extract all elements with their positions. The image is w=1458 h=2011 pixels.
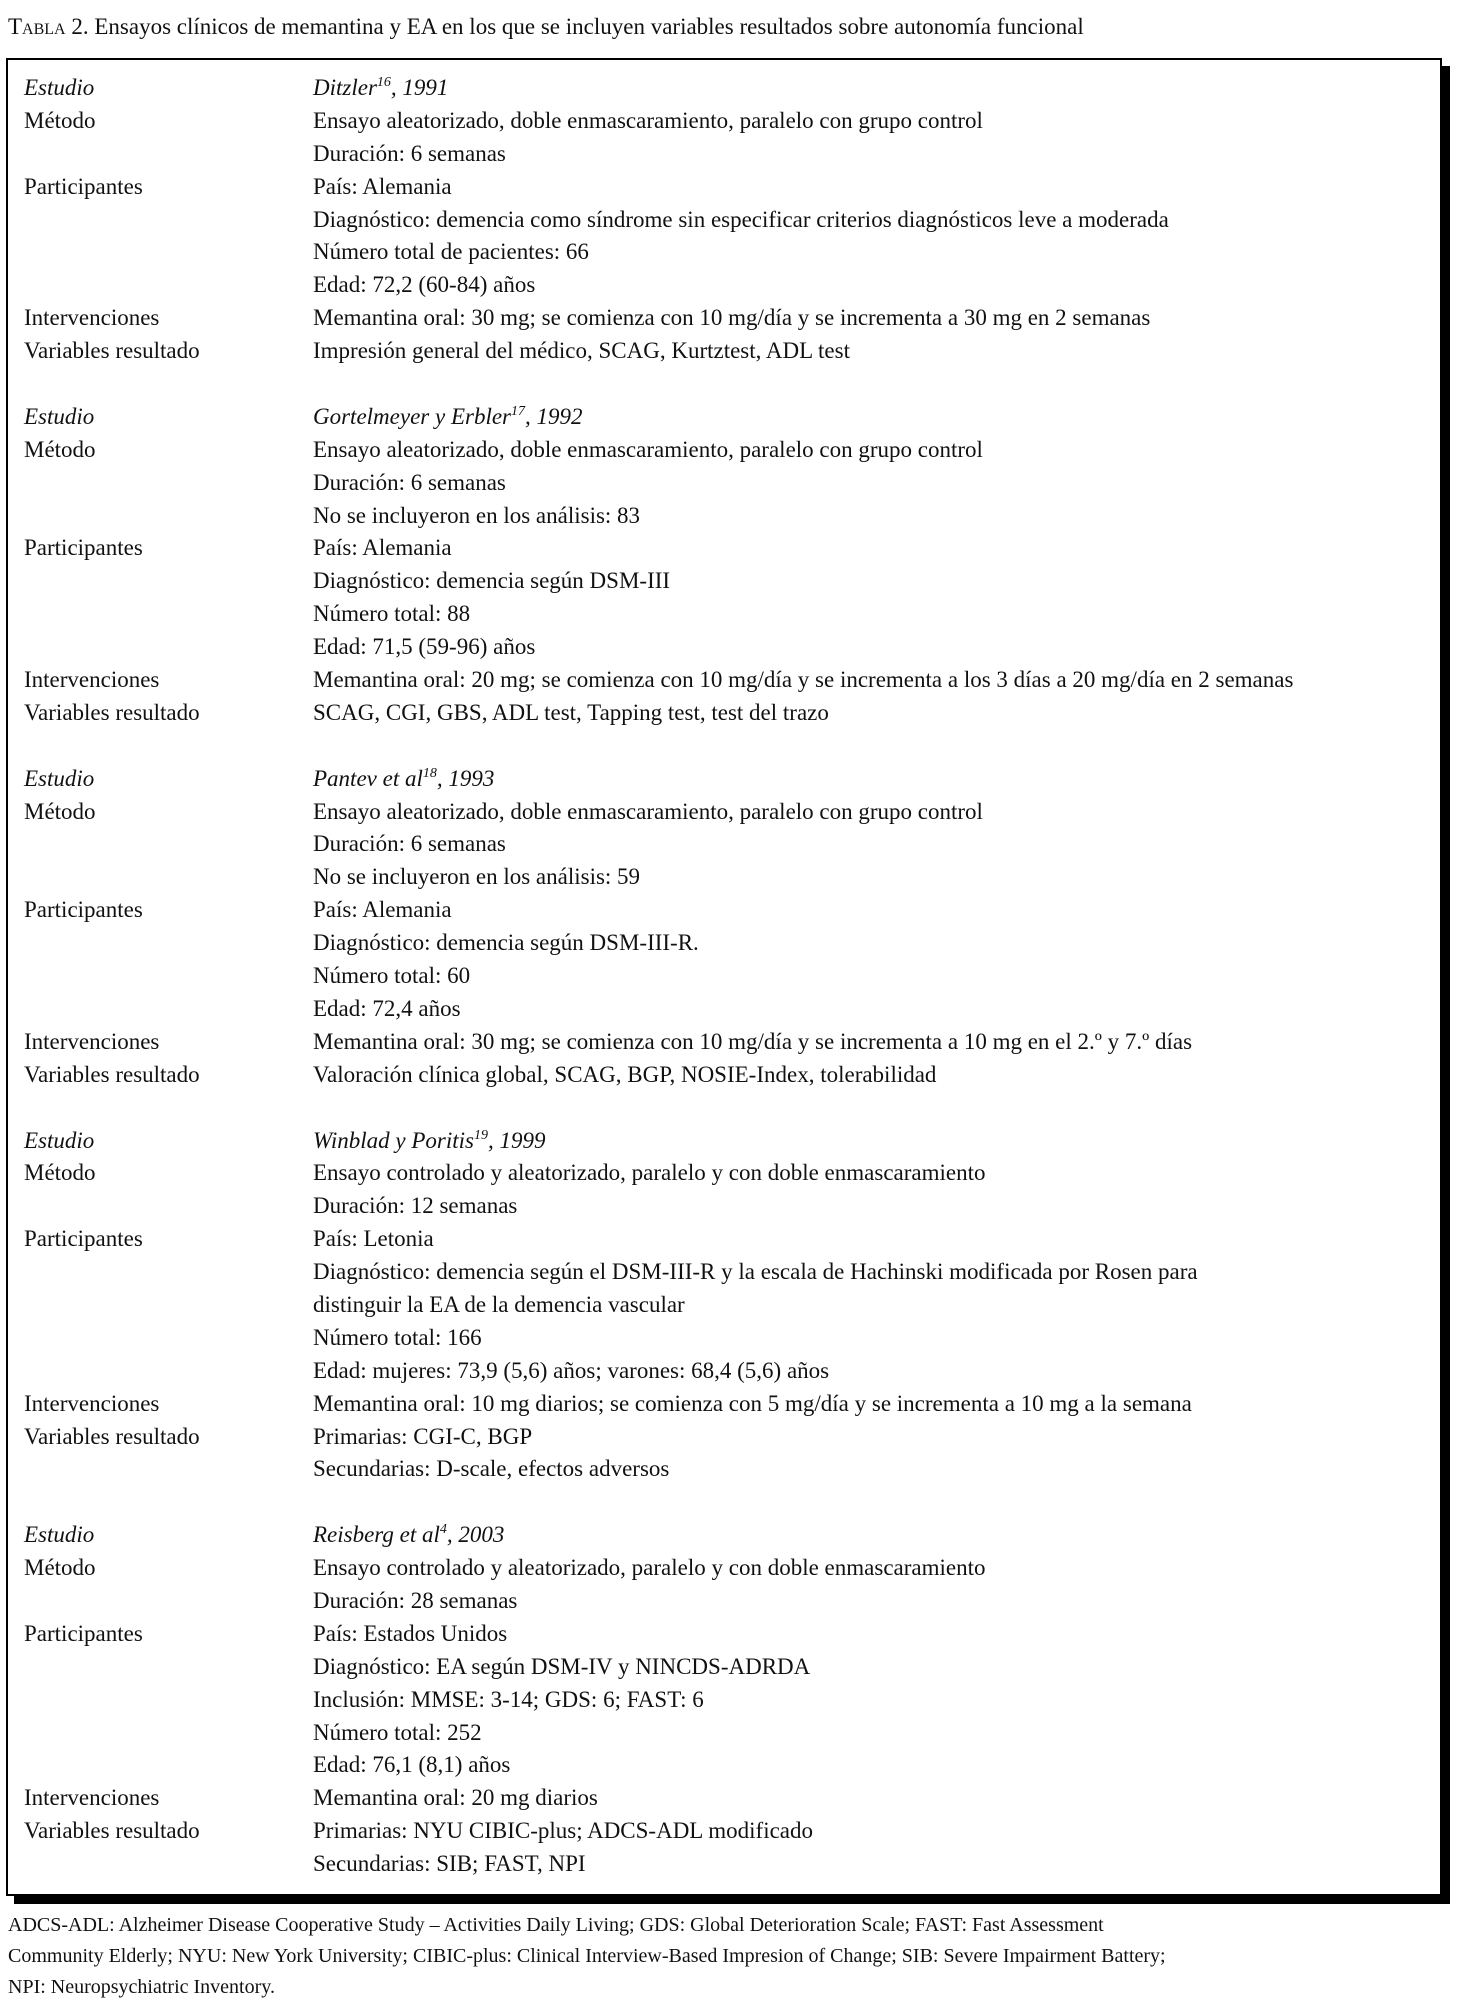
- row-label-empty: [24, 1717, 313, 1750]
- study-year: , 1992: [525, 403, 583, 429]
- study-year: , 1993: [436, 765, 495, 791]
- table-row: [24, 1190, 1430, 1223]
- table-row: [24, 1552, 1430, 1585]
- row-label-empty: [24, 1749, 313, 1782]
- table-row: [24, 1684, 1430, 1717]
- row-label-empty: [24, 1651, 313, 1684]
- row-value: Memantina oral: 10 mg diarios; se comienza con 5 mg/día y se incrementa a 10 mg a la semana: [313, 1390, 1192, 1416]
- row-label-empty: [24, 1684, 313, 1717]
- table-row: [24, 796, 1430, 829]
- study-header-row: [24, 1519, 1430, 1552]
- row-value: Ensayo controlado y aleatorizado, paralelo y con doble enmascaramiento: [313, 1555, 986, 1581]
- table-row: [24, 861, 1430, 894]
- row-label: Intervenciones: [24, 667, 160, 693]
- table-row: [24, 598, 1430, 631]
- table-row: [24, 1618, 1430, 1651]
- row-value: Diagnóstico: demencia como síndrome sin especificar criterios diagnósticos leve a moderada: [313, 206, 1169, 232]
- table-body: [24, 72, 1430, 1881]
- table-row: [24, 1388, 1430, 1421]
- row-value: No se incluyeron en los análisis: 83: [313, 502, 641, 528]
- row-value: Valoración clínica global, SCAG, BGP, NOSIE-Index, tolerabilidad: [313, 1061, 937, 1087]
- table-row: [24, 532, 1430, 565]
- table-row: [24, 1453, 1430, 1486]
- row-label-empty: [24, 1355, 313, 1388]
- row-label: Intervenciones: [24, 1028, 160, 1054]
- row-value: País: Estados Unidos: [313, 1620, 508, 1646]
- study-year: , 1991: [390, 75, 449, 100]
- row-label: Método: [24, 436, 96, 462]
- study-header-row: [24, 72, 1430, 105]
- table-row: [24, 697, 1430, 730]
- row-label: Variables resultado: [24, 338, 200, 364]
- row-value: Número total: 252: [313, 1719, 482, 1745]
- table-row: [24, 138, 1430, 171]
- table-row: [24, 1782, 1430, 1815]
- row-label: Participantes: [24, 535, 143, 561]
- table-row: [24, 302, 1430, 335]
- table-row: [24, 993, 1430, 1026]
- section-gap: [24, 730, 1430, 763]
- row-label-empty: [24, 927, 313, 960]
- row-label-empty: [24, 138, 313, 171]
- row-value: Edad: 71,5 (59-96) años: [313, 634, 536, 660]
- row-value: Duración: 12 semanas: [313, 1193, 518, 1219]
- table-row: [24, 960, 1430, 993]
- row-value: Diagnóstico: demencia según DSM-III: [313, 568, 671, 594]
- row-value: Inclusión: MMSE: 3-14; GDS: 6; FAST: 6: [313, 1686, 704, 1712]
- row-label-empty: [24, 565, 313, 598]
- row-label-empty: [24, 828, 313, 861]
- study-label: Estudio: [24, 1127, 95, 1153]
- row-value: Ensayo aleatorizado, doble enmascaramiento, paralelo con grupo control: [313, 107, 983, 133]
- row-value: Memantina oral: 20 mg; se comienza con 10 mg/día y se incrementa a los 3 días a 20 mg/día en 2 semanas: [313, 667, 1294, 693]
- section-gap: [24, 1092, 1430, 1125]
- table-row: [24, 1157, 1430, 1190]
- row-value: Número total: 60: [313, 963, 471, 989]
- study-reference: 16: [376, 75, 391, 90]
- study-citation: [313, 72, 1430, 105]
- row-label-empty: [24, 1848, 313, 1881]
- row-label-empty: [24, 993, 313, 1026]
- row-value: Edad: 72,4 años: [313, 995, 461, 1021]
- row-value: Memantina oral: 30 mg; se comienza con 10 mg/día y se incrementa a 10 mg en el 2.º y 7.º días: [313, 1028, 1193, 1054]
- row-label-empty: [24, 236, 313, 269]
- table-row: [24, 171, 1430, 204]
- row-label: Variables resultado: [24, 1818, 200, 1844]
- row-value: distinguir la EA de la demencia vascular: [313, 1291, 685, 1317]
- table-row: [24, 1585, 1430, 1618]
- row-label: Variables resultado: [24, 1061, 200, 1087]
- row-label: Participantes: [24, 1620, 143, 1646]
- table-caption: [8, 12, 1084, 42]
- table-row: [24, 631, 1430, 664]
- study-author: Ditzler: [313, 75, 377, 100]
- table-row: [24, 1059, 1430, 1092]
- footnote-line: Community Elderly; NYU: New York University; CIBIC-plus: Clinical Interview-Based Impresion of Change; SIB: Severe Impairment Battery;: [8, 1945, 1166, 1967]
- row-value: Duración: 6 semanas: [313, 831, 506, 857]
- table-row: [24, 1355, 1430, 1388]
- row-label-empty: [24, 1256, 313, 1289]
- row-value: País: Alemania: [313, 173, 452, 199]
- caption-prefix: Tabla: [8, 14, 66, 39]
- table-row: [24, 1289, 1430, 1322]
- table-box: [6, 58, 1442, 1896]
- study-citation: [313, 401, 1430, 434]
- footnote-line: NPI: Neuropsychiatric Inventory.: [8, 1976, 275, 1998]
- table-row: [24, 1322, 1430, 1355]
- table-row: [24, 894, 1430, 927]
- table-row: [24, 1223, 1430, 1256]
- row-value: Diagnóstico: demencia según DSM-III-R.: [313, 930, 699, 956]
- table-row: [24, 1421, 1430, 1454]
- table-row: [24, 1651, 1430, 1684]
- row-label-empty: [24, 204, 313, 237]
- row-value: Número total: 166: [313, 1324, 482, 1350]
- table-row: [24, 236, 1430, 269]
- study-reference: 17: [511, 403, 525, 419]
- study-year: , 1999: [488, 1127, 546, 1153]
- study-header-row: [24, 401, 1430, 434]
- study-citation: [313, 763, 1430, 796]
- row-label-empty: [24, 1453, 313, 1486]
- table-row: [24, 565, 1430, 598]
- row-label: Método: [24, 1160, 96, 1186]
- row-value: No se incluyeron en los análisis: 59: [313, 864, 641, 890]
- row-value: Duración: 6 semanas: [313, 140, 506, 166]
- study-reference: 4: [439, 1522, 447, 1538]
- study-header-row: [24, 763, 1430, 796]
- table-row: [24, 1256, 1430, 1289]
- row-value: Ensayo aleatorizado, doble enmascaramiento, paralelo con grupo control: [313, 798, 983, 824]
- study-reference: 19: [474, 1127, 488, 1143]
- row-label: Participantes: [24, 897, 143, 923]
- caption-text: 2. Ensayos clínicos de memantina y EA en los que se incluyen variables resultados sobre autonomía funcional: [65, 14, 1084, 39]
- row-label: Método: [24, 107, 96, 133]
- row-value: Duración: 28 semanas: [313, 1587, 518, 1613]
- table-row: [24, 434, 1430, 467]
- table-row: [24, 1717, 1430, 1750]
- row-label: Variables resultado: [24, 699, 200, 725]
- table-row: [24, 269, 1430, 302]
- study-label: Estudio: [24, 1522, 95, 1548]
- row-value: Primarias: NYU CIBIC-plus; ADCS-ADL modificado: [313, 1818, 814, 1844]
- row-label-empty: [24, 467, 313, 500]
- study-year: , 2003: [446, 1522, 505, 1548]
- table-row: [24, 467, 1430, 500]
- row-value: Memantina oral: 30 mg; se comienza con 10 mg/día y se incrementa a 30 mg en 2 semanas: [313, 305, 1151, 331]
- row-value: Diagnóstico: demencia según el DSM-III-R y la escala de Hachinski modificada por Rosen para: [313, 1259, 1198, 1285]
- study-author: Reisberg et al: [313, 1522, 440, 1548]
- row-value: Diagnóstico: EA según DSM-IV y NINCDS-ADRDA: [313, 1653, 811, 1679]
- study-label: Estudio: [24, 765, 95, 791]
- study-header-row: [24, 1125, 1430, 1158]
- row-value: Memantina oral: 20 mg diarios: [313, 1785, 598, 1811]
- row-label: Método: [24, 1555, 96, 1581]
- row-value: Edad: 72,2 (60-84) años: [313, 272, 536, 298]
- table-row: [24, 927, 1430, 960]
- row-label-empty: [24, 1289, 313, 1322]
- row-label-empty: [24, 269, 313, 302]
- row-label: Intervenciones: [24, 1785, 160, 1811]
- table-row: [24, 1026, 1430, 1059]
- row-label: Participantes: [24, 1226, 143, 1252]
- study-citation: [313, 1519, 1430, 1552]
- row-value: Secundarias: SIB; FAST, NPI: [313, 1851, 586, 1877]
- table-row: [24, 204, 1430, 237]
- row-label: Método: [24, 798, 96, 824]
- row-value: SCAG, CGI, GBS, ADL test, Tapping test, test del trazo: [313, 699, 829, 725]
- study-author: Gortelmeyer y Erbler: [313, 403, 511, 429]
- row-value: Impresión general del médico, SCAG, Kurtztest, ADL test: [313, 338, 850, 364]
- row-value: Ensayo aleatorizado, doble enmascaramiento, paralelo con grupo control: [313, 436, 983, 462]
- row-label-empty: [24, 1585, 313, 1618]
- row-label: Intervenciones: [24, 1390, 160, 1416]
- row-value: País: Alemania: [313, 535, 452, 561]
- table-row: [24, 335, 1430, 368]
- row-value: Número total: 88: [313, 601, 471, 627]
- study-reference: 18: [422, 765, 437, 781]
- table-row: [24, 1848, 1430, 1881]
- row-label: Participantes: [24, 173, 143, 199]
- study-author: Winblad y Poritis: [313, 1127, 474, 1153]
- table-row: [24, 828, 1430, 861]
- study-citation: [313, 1125, 1430, 1158]
- row-label: Variables resultado: [24, 1423, 200, 1449]
- row-label: Intervenciones: [24, 305, 160, 331]
- row-value: Edad: 76,1 (8,1) años: [313, 1752, 511, 1778]
- row-value: País: Alemania: [313, 897, 452, 923]
- row-label-empty: [24, 1322, 313, 1355]
- row-label-empty: [24, 861, 313, 894]
- row-label-empty: [24, 500, 313, 533]
- table-row: [24, 664, 1430, 697]
- row-label-empty: [24, 598, 313, 631]
- row-value: Edad: mujeres: 73,9 (5,6) años; varones: 68,4 (5,6) años: [313, 1357, 830, 1383]
- row-label-empty: [24, 631, 313, 664]
- row-label-empty: [24, 1190, 313, 1223]
- table-row: [24, 105, 1430, 138]
- section-gap: [24, 1486, 1430, 1519]
- row-value: Ensayo controlado y aleatorizado, paralelo y con doble enmascaramiento: [313, 1160, 986, 1186]
- row-value: Primarias: CGI-C, BGP: [313, 1423, 533, 1449]
- table-row: [24, 500, 1430, 533]
- table-row: [24, 1749, 1430, 1782]
- footnote-line: ADCS-ADL: Alzheimer Disease Cooperative Study – Activities Daily Living; GDS: Global Deterioration Scale; FAST: Fast Assessment: [8, 1914, 1104, 1936]
- section-gap: [24, 368, 1430, 401]
- row-value: Secundarias: D-scale, efectos adversos: [313, 1456, 670, 1482]
- row-value: Número total de pacientes: 66: [313, 239, 589, 265]
- table-footnote: [8, 1910, 1166, 2003]
- row-value: Duración: 6 semanas: [313, 469, 506, 495]
- row-value: País: Letonia: [313, 1226, 434, 1252]
- table-row: [24, 1815, 1430, 1848]
- study-author: Pantev et al: [313, 765, 423, 791]
- study-label: Estudio: [24, 75, 95, 100]
- row-label-empty: [24, 960, 313, 993]
- study-label: Estudio: [24, 403, 95, 429]
